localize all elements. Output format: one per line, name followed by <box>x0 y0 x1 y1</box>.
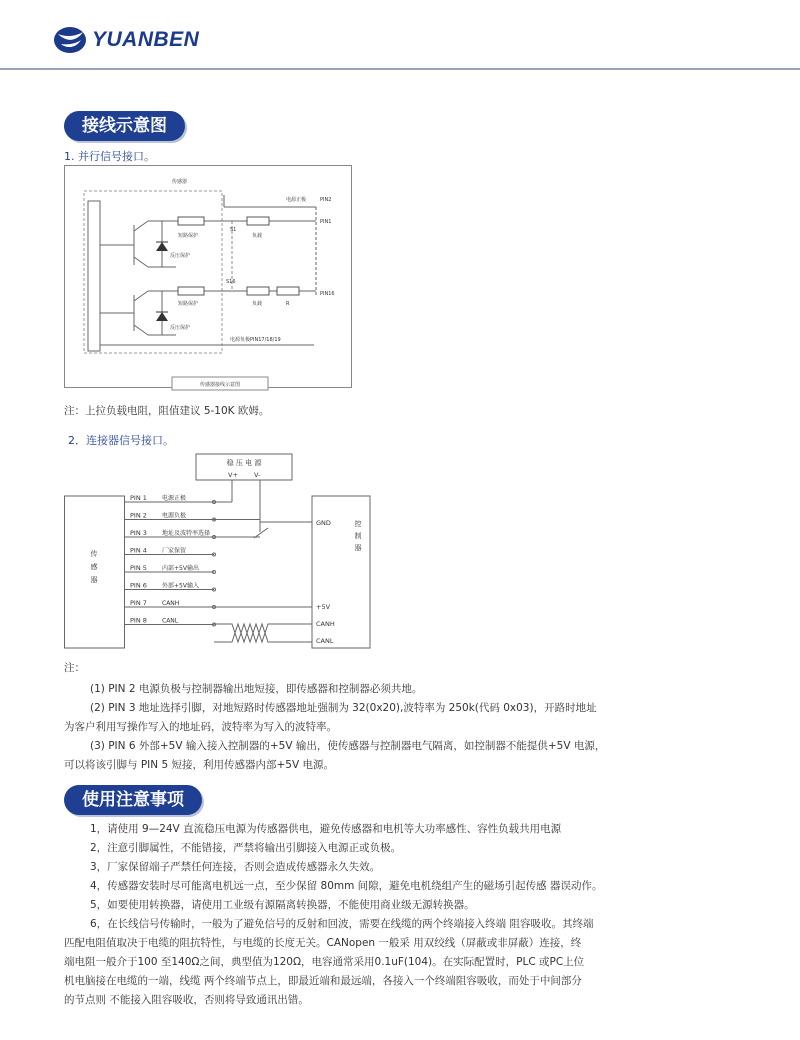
short-protect-resistor-1 <box>178 217 204 225</box>
diagram-caption: 传感器接线示意图 <box>199 382 241 388</box>
pin-number: PIN 3 <box>130 529 147 537</box>
pin-description: 内部+5V输出 <box>162 565 199 572</box>
brand-logo <box>52 25 199 55</box>
pin-number: PIN 8 <box>130 616 147 625</box>
notes-block <box>64 680 744 775</box>
load-resistor-1 <box>247 217 269 225</box>
label-vplus: V+ <box>228 471 238 479</box>
sensor-dashed-box <box>84 191 222 353</box>
label-controller-2: 制 <box>354 532 362 540</box>
precaution-6b: 匹配电阻值取决于电缆的阻抗特性，与电缆的长度无关。CANopen 一般采 用双绞线（屏蔽或非屏蔽）连接，终 <box>64 937 582 949</box>
pin-number: PIN 6 <box>130 581 147 590</box>
brand-name: YUANBEN <box>92 28 200 51</box>
pin-number: PIN 7 <box>130 599 147 607</box>
yuanben-logo-icon <box>52 25 88 55</box>
label-vminus: V- <box>254 471 261 479</box>
label-short-protect-1: 短路保护 <box>178 233 199 239</box>
label-5v: +5V <box>316 603 331 611</box>
connector-wiring-diagram <box>64 450 384 650</box>
precaution-6e: 的节点则 不能接入阻容吸收，否则将导致通讯出错。 <box>64 994 309 1006</box>
label-r: R <box>286 301 290 307</box>
section-title-precautions: 使用注意事项 <box>64 785 202 815</box>
section-title-wiring: 接线示意图 <box>64 111 185 141</box>
label-reverse-protect-1: 反压保护 <box>170 253 191 259</box>
pin-description: CANL <box>162 617 179 625</box>
parallel-wiring-diagram <box>64 165 352 391</box>
diode-2 <box>156 312 168 321</box>
pin-description: 电源负极 <box>162 512 187 520</box>
pullup-resistor <box>277 287 299 295</box>
short-protect-resistor-2 <box>178 287 204 295</box>
precaution-3: 3，厂家保留端子严禁任何连接，否则会造成传感器永久失效。 <box>90 861 381 873</box>
note-2b: 为客户利用写操作写入的地址码，波特率为写入的波特率。 <box>64 721 337 733</box>
label-power-neg: 电源负极PIN17/18/19 <box>230 337 281 343</box>
label-load-1: 负载 <box>252 233 263 239</box>
note-3a: (3) PIN 6 外部+5V 输入接入控制器的+5V 输出，使传感器与控制器电气隔离，如控制器不能提供+5V 电源， <box>90 740 606 752</box>
subheading-connector: 2．连接器信号接口。 <box>68 434 174 447</box>
diode-1 <box>156 242 168 251</box>
note-pullup: 注：上拉负载电阻，阻值建议 5-10K 欧姆。 <box>64 405 270 417</box>
label-gnd: GND <box>316 519 331 527</box>
pin-description: CANH <box>162 600 180 607</box>
notes-label: 注： <box>64 662 85 674</box>
note-1: (1) PIN 2 电源负极与控制器输出地短接，即传感器和控制器必须共地。 <box>90 683 423 695</box>
label-canh: CANH <box>316 620 335 628</box>
precaution-1: 1，请使用 9—24V 直流稳压电源为传感器供电，避免传感器和电机等大功率感性、容性负载共用电源 <box>90 823 562 835</box>
pin-description: 厂家保留 <box>162 547 187 555</box>
precaution-6c: 端电阻一般介于100 至140Ω之间，典型值为120Ω，电容通常采用0.1uF(104)。在实际配置时，PLC 或PC上位 <box>64 956 585 968</box>
psu-box <box>196 454 292 480</box>
precaution-6a: 6，在长线信号传输时，一般为了避免信号的反射和回波，需要在线缆的两个终端接入终端 阻容吸收。其终端 <box>90 918 594 930</box>
label-s1: S1 <box>230 227 237 233</box>
label-sensor-1: 传 <box>90 550 98 558</box>
pin-description: 地址及波特率选择 <box>162 530 211 537</box>
precaution-2: 2，注意引脚属性，不能错接，严禁将输出引脚接入电源正或负极。 <box>90 842 402 854</box>
label-pin1: PIN1 <box>320 219 332 225</box>
label-pin16: PIN16 <box>320 291 335 297</box>
diagram-frame <box>65 166 352 388</box>
label-sensor-3: 器 <box>90 576 98 584</box>
label-reverse-protect-2: 反压保护 <box>170 325 191 331</box>
label-sensor: 传感器 <box>172 179 188 185</box>
label-controller-1: 控 <box>354 520 362 528</box>
label-psu: 稳 压 电 源 <box>226 459 262 467</box>
sensor-box <box>65 496 125 648</box>
header-divider <box>0 68 800 70</box>
label-s16: S16 <box>226 279 236 285</box>
pin-number: PIN 5 <box>130 564 147 572</box>
label-pin2: PIN2 <box>320 197 332 203</box>
pin-rows <box>124 494 260 626</box>
label-power-pos: 电源正极 <box>286 197 307 203</box>
sensor-board <box>88 201 100 351</box>
precautions-block <box>64 820 750 1010</box>
label-canl: CANL <box>316 637 334 645</box>
precaution-5: 5，如要使用转换器，请使用工业级有源隔离转换器，不能使用商业级无源转换器。 <box>90 899 475 911</box>
label-short-protect-2: 短路保护 <box>178 301 199 307</box>
pin-description: 外部+5V输入 <box>162 582 199 590</box>
pin-description: 电源正极 <box>162 495 187 502</box>
subheading-parallel: 1. 并行信号接口。 <box>64 150 155 163</box>
load-resistor-2 <box>247 287 269 295</box>
note-3b: 可以将该引脚与 PIN 5 短接，利用传感器内部+5V 电源。 <box>64 759 334 771</box>
pin-number: PIN 4 <box>130 546 147 555</box>
label-controller-3: 器 <box>354 544 362 552</box>
precaution-6d: 机电脑接在电缆的一端，线缆 两个终端节点上，即最近端和最远端，各接入一个终端阻容吸收，而处于中间部分 <box>64 975 582 987</box>
label-sensor-2: 感 <box>90 563 98 571</box>
switch-pin3 <box>254 528 268 538</box>
label-load-2: 负载 <box>252 301 263 307</box>
note-2a: (2) PIN 3 地址选择引脚，对地短路时传感器地址强制为 32(0x20),波特率为 250k(代码 0x03)，开路时地址 <box>90 702 597 714</box>
pin-number: PIN 1 <box>130 494 147 502</box>
pin-number: PIN 2 <box>130 511 147 520</box>
precaution-4: 4，传感器安装时尽可能离电机远一点，至少保留 80mm 间隙，避免电机绕组产生的磁场引起传感 器误动作。 <box>90 880 603 892</box>
